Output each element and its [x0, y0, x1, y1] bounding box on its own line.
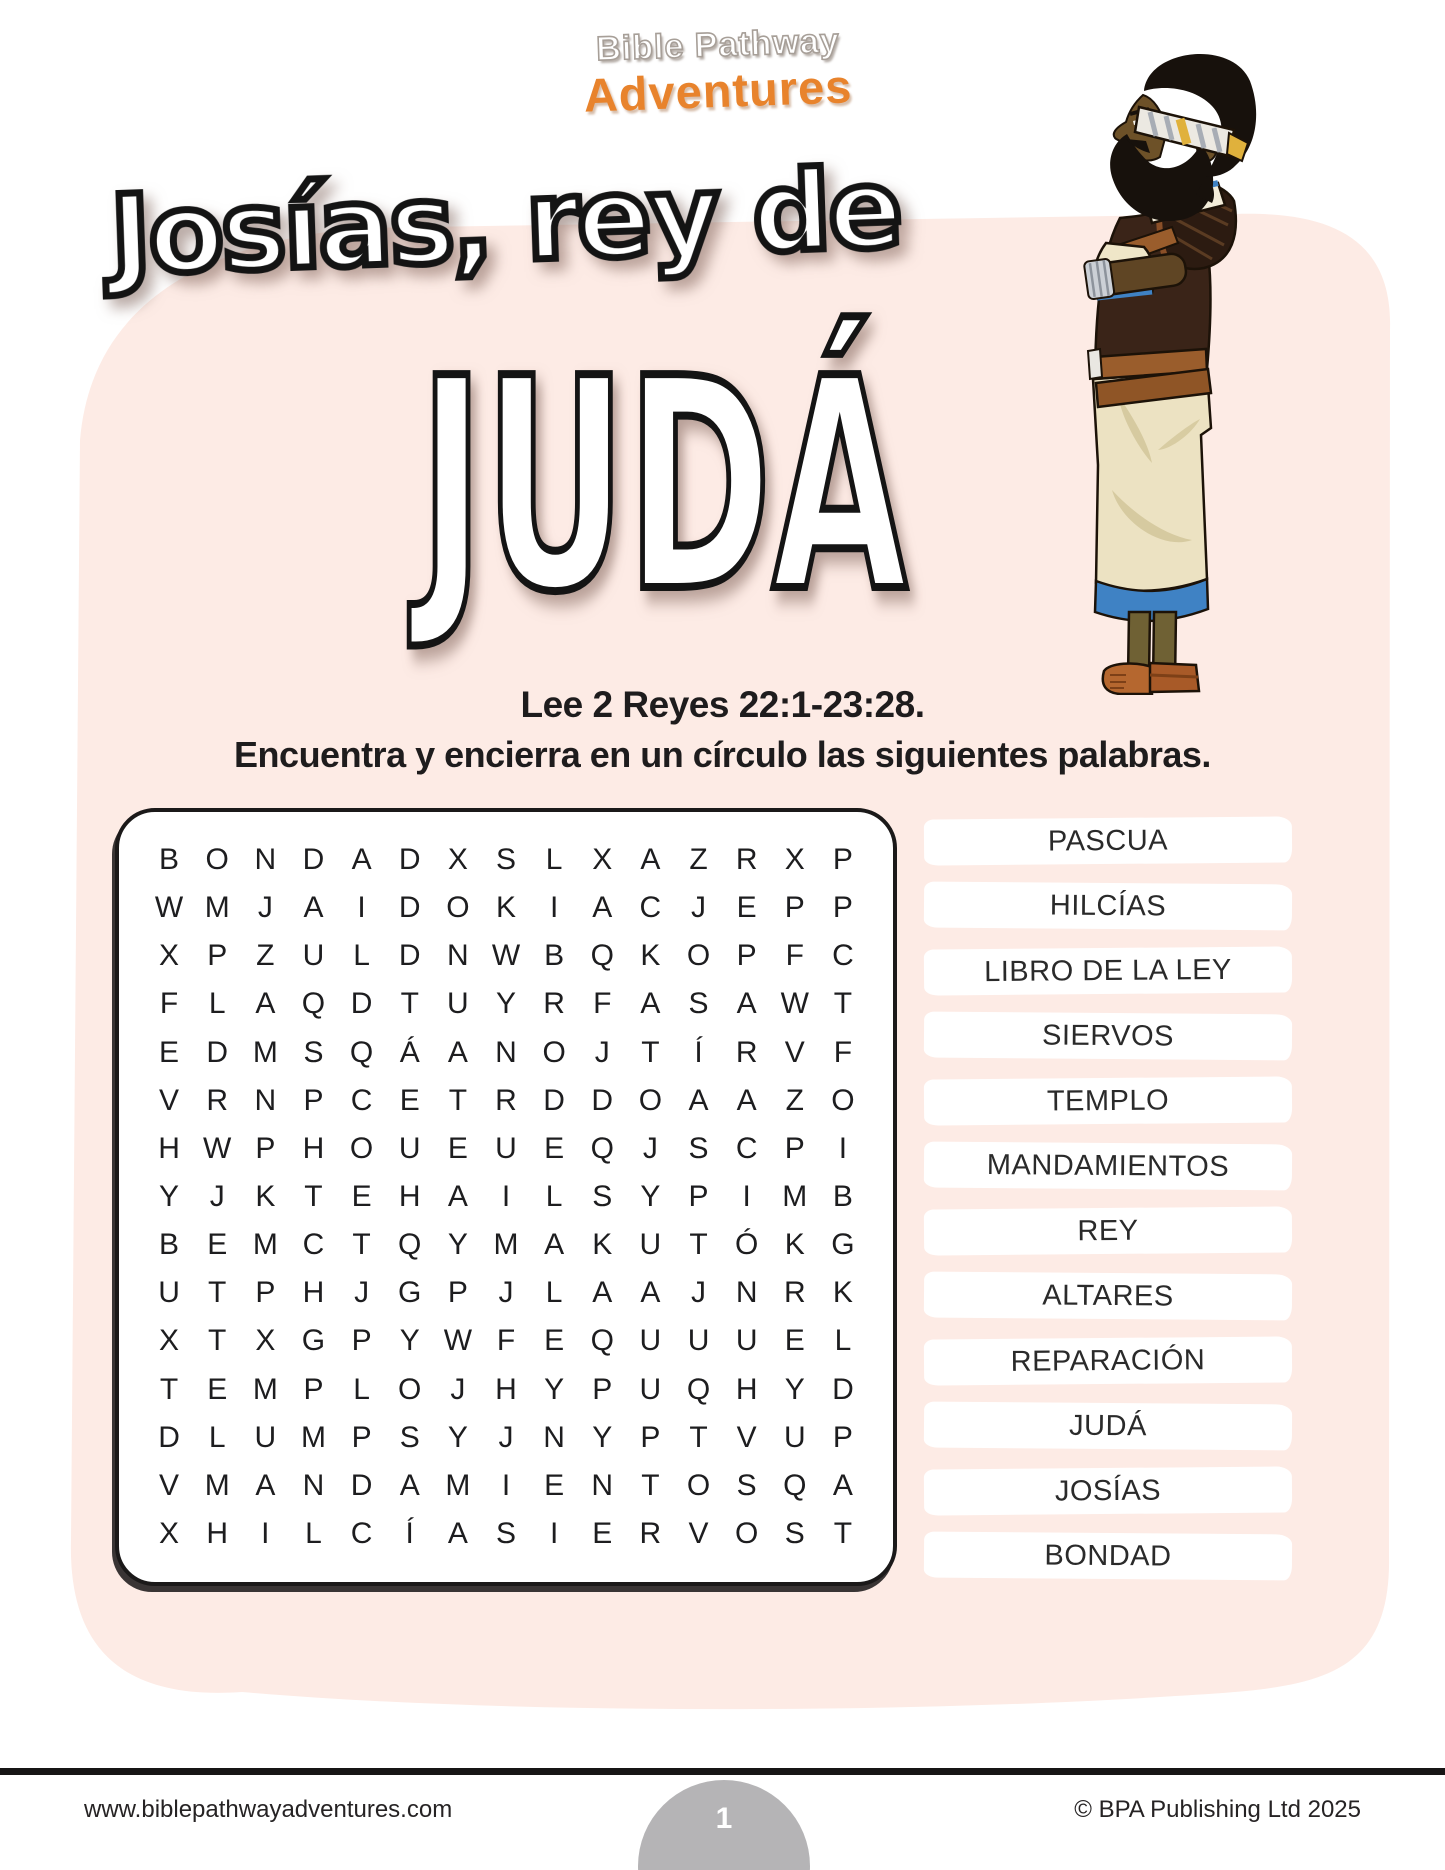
grid-letter: U — [495, 1131, 517, 1165]
grid-letter: X — [592, 843, 613, 877]
grid-letter: U — [639, 1228, 662, 1262]
grid-letter: W — [203, 1131, 232, 1165]
grid-letter: E — [351, 1179, 372, 1213]
grid-letter: P — [255, 1276, 276, 1310]
grid-letter: W — [443, 1324, 473, 1358]
footer-website-link[interactable]: www.biblepathwayadventures.com — [84, 1796, 453, 1823]
brand-logo — [498, 21, 938, 122]
grid-letter: L — [545, 1179, 563, 1213]
footer-divider — [0, 1768, 1445, 1775]
grid-letter: P — [832, 891, 853, 925]
grid-letter: U — [639, 1324, 662, 1358]
grid-letter: M — [782, 1179, 808, 1213]
grid-letter: D — [398, 891, 421, 925]
grid-letter: Q — [398, 1228, 422, 1262]
grid-letter: U — [735, 1324, 758, 1358]
grid-letter: A — [255, 987, 276, 1021]
grid-letter: I — [742, 1179, 751, 1213]
word-search-grid-box — [115, 808, 897, 1586]
grid-letter: O — [686, 939, 711, 973]
grid-letter: F — [593, 987, 612, 1021]
word-bank-item: BONDAD — [924, 1532, 1292, 1581]
grid-letter: N — [302, 1468, 325, 1502]
grid-letter: A — [736, 1083, 757, 1117]
grid-letter: Q — [783, 1468, 807, 1502]
grid-letter: V — [736, 1420, 757, 1454]
grid-letter: D — [832, 1372, 854, 1406]
grid-letter: A — [255, 1468, 276, 1502]
grid-letter: O — [734, 1516, 759, 1550]
grid-letter: Y — [447, 1420, 468, 1454]
grid-letter: R — [735, 1035, 758, 1069]
grid-letter: P — [784, 891, 805, 925]
grid-letter: G — [301, 1324, 326, 1358]
grid-letter: D — [350, 987, 373, 1021]
grid-letter: C — [735, 1131, 758, 1165]
grid-letter: E — [592, 1516, 613, 1550]
grid-letter: A — [640, 1276, 661, 1310]
grid-letter: Y — [447, 1228, 468, 1262]
grid-letter: A — [736, 987, 757, 1021]
grid-letter: M — [252, 1228, 278, 1262]
instructions — [0, 684, 1445, 776]
grid-letter: D — [398, 939, 421, 973]
grid-letter: N — [254, 843, 277, 877]
grid-letter: A — [447, 1179, 468, 1213]
grid-letter: M — [252, 1372, 278, 1406]
grid-letter: U — [639, 1372, 662, 1406]
grid-letter: H — [302, 1276, 325, 1310]
grid-letter: G — [831, 1228, 855, 1262]
king-josiah-illustration — [1000, 35, 1270, 695]
grid-letter: T — [641, 1468, 660, 1502]
grid-letter: F — [833, 1035, 853, 1069]
grid-letter: L — [305, 1516, 322, 1550]
grid-letter: J — [498, 1276, 514, 1310]
word-bank-item: JUDÁ — [924, 1402, 1292, 1451]
grid-letter: P — [784, 1131, 805, 1165]
grid-letter: P — [255, 1131, 276, 1165]
word-bank-item: PASCUA — [924, 816, 1292, 865]
grid-letter: A — [351, 843, 372, 877]
grid-letter: U — [447, 987, 469, 1021]
grid-letter: T — [833, 987, 853, 1021]
grid-letter: C — [302, 1228, 325, 1262]
grid-letter: V — [784, 1035, 805, 1069]
grid-letter: T — [641, 1035, 660, 1069]
grid-letter: T — [833, 1516, 853, 1550]
grid-letter: B — [159, 843, 180, 877]
grid-letter: D — [206, 1035, 229, 1069]
grid-letter: I — [838, 1131, 848, 1165]
word-bank-item: HILCÍAS — [924, 882, 1292, 931]
grid-letter: M — [204, 891, 230, 925]
grid-letter: J — [691, 891, 707, 925]
word-bank-item: LIBRO DE LA LEY — [924, 946, 1292, 995]
grid-letter: P — [207, 939, 228, 973]
grid-letter: A — [544, 1228, 565, 1262]
grid-letter: H — [398, 1179, 421, 1213]
grid-letter: O — [446, 891, 470, 925]
grid-letter: V — [159, 1468, 180, 1502]
grid-letter: Y — [640, 1179, 661, 1213]
grid-letter: Ó — [734, 1228, 759, 1262]
grid-letter: L — [834, 1324, 852, 1358]
grid-letter: C — [639, 891, 662, 925]
grid-letter: P — [640, 1420, 661, 1454]
grid-letter: T — [400, 987, 419, 1021]
grid-letter: F — [785, 939, 804, 973]
grid-letter: P — [736, 939, 757, 973]
grid-letter: D — [543, 1083, 565, 1117]
grid-letter: X — [255, 1324, 276, 1358]
grid-letter: E — [447, 1131, 468, 1165]
grid-letter: A — [832, 1468, 853, 1502]
grid-letter: W — [491, 939, 521, 973]
grid-letter: J — [209, 1179, 225, 1213]
grid-letter: T — [304, 1179, 323, 1213]
grid-letter: Y — [159, 1179, 180, 1213]
grid-letter: A — [640, 843, 661, 877]
grid-letter: I — [501, 1468, 511, 1502]
grid-letter: B — [159, 1228, 180, 1262]
grid-letter: E — [544, 1468, 565, 1502]
grid-letter: A — [303, 891, 324, 925]
grid-letter: H — [735, 1372, 758, 1406]
grid-letter: D — [350, 1468, 373, 1502]
grid-letter: I — [261, 1516, 270, 1550]
grid-letter: P — [303, 1083, 324, 1117]
grid-letter: H — [158, 1131, 180, 1165]
grid-letter: U — [687, 1324, 710, 1358]
grid-letter: R — [206, 1083, 229, 1117]
instruction-reference: Lee 2 Reyes 22:1-23:28. — [520, 684, 925, 725]
grid-letter: P — [351, 1420, 372, 1454]
grid-letter: X — [159, 1324, 180, 1358]
grid-letter: N — [495, 1035, 517, 1069]
grid-letter: G — [398, 1276, 422, 1310]
grid-letter: S — [592, 1179, 613, 1213]
grid-letter: J — [498, 1420, 514, 1454]
grid-letter: E — [399, 1083, 420, 1117]
grid-letter: E — [159, 1035, 180, 1069]
grid-letter: S — [736, 1468, 757, 1502]
grid-letter: Z — [689, 843, 708, 877]
grid-letter: P — [592, 1372, 613, 1406]
grid-letter: U — [302, 939, 325, 973]
grid-letter: M — [204, 1468, 230, 1502]
word-bank-item: TEMPLO — [924, 1076, 1292, 1125]
grid-letter: Q — [590, 1324, 614, 1358]
grid-letter: Í — [405, 1516, 414, 1550]
page-title: Josías, rey de — [108, 144, 902, 300]
grid-letter: T — [352, 1228, 371, 1262]
grid-letter: B — [832, 1179, 853, 1213]
grid-letter: W — [780, 987, 809, 1021]
grid-letter: A — [399, 1468, 420, 1502]
grid-letter: O — [686, 1468, 711, 1502]
grid-letter: P — [303, 1372, 324, 1406]
brand-logo-line1: Bible Pathway — [595, 21, 841, 69]
grid-letter: L — [208, 987, 226, 1021]
grid-letter: H — [302, 1131, 325, 1165]
grid-letter: E — [784, 1324, 805, 1358]
grid-letter: K — [255, 1179, 276, 1213]
grid-letter: F — [496, 1324, 516, 1358]
grid-letter: J — [354, 1276, 370, 1310]
grid-letter: T — [689, 1420, 708, 1454]
grid-letter: I — [501, 1179, 511, 1213]
grid-letter: Z — [256, 939, 275, 973]
grid-letter: R — [543, 987, 565, 1021]
grid-letter: R — [639, 1516, 662, 1550]
grid-letter: O — [831, 1083, 855, 1117]
grid-letter: S — [495, 843, 516, 877]
grid-letter: O — [349, 1131, 374, 1165]
grid-letter: X — [159, 939, 180, 973]
grid-letter: T — [208, 1276, 227, 1310]
word-bank-item: REY — [924, 1206, 1292, 1255]
grid-letter: O — [205, 843, 229, 877]
grid-letter: E — [544, 1131, 565, 1165]
word-bank-item: JOSÍAS — [924, 1466, 1292, 1515]
grid-letter: Á — [399, 1035, 420, 1069]
word-bank-item: SIERVOS — [924, 1012, 1292, 1061]
grid-letter: I — [549, 891, 559, 925]
grid-letter: K — [495, 891, 516, 925]
grid-letter: K — [592, 1228, 613, 1262]
grid-letter: W — [154, 891, 184, 925]
page-title-main: JUDÁ — [419, 316, 908, 656]
grid-letter: K — [640, 939, 661, 973]
grid-letter: L — [545, 1276, 563, 1310]
brand-logo-line2: Adventures — [582, 59, 854, 122]
grid-letter: P — [688, 1179, 709, 1213]
grid-letter: V — [159, 1083, 180, 1117]
grid-letter: K — [784, 1228, 805, 1262]
grid-letter: P — [832, 1420, 853, 1454]
grid-letter: P — [351, 1324, 372, 1358]
grid-letter: Y — [784, 1372, 805, 1406]
grid-letter: U — [783, 1420, 806, 1454]
grid-letter: K — [832, 1276, 853, 1310]
word-bank-item: MANDAMIENTOS — [924, 1142, 1292, 1191]
grid-letter: O — [542, 1035, 566, 1069]
grid-letter: N — [591, 1468, 614, 1502]
grid-letter: D — [158, 1420, 180, 1454]
grid-letter: E — [544, 1324, 565, 1358]
grid-letter: P — [447, 1276, 468, 1310]
grid-letter: T — [159, 1372, 179, 1406]
grid-letter: X — [159, 1516, 180, 1550]
grid-letter: U — [158, 1276, 180, 1310]
grid-letter: Q — [686, 1372, 711, 1406]
grid-letter: C — [350, 1516, 373, 1550]
word-bank — [924, 818, 1292, 1579]
grid-letter: Z — [785, 1083, 804, 1117]
instruction-task: Encuentra y encierra en un círculo las siguientes palabras. — [234, 734, 1211, 775]
grid-letter: Q — [590, 1131, 614, 1165]
footer-copyright: © BPA Publishing Ltd 2025 — [1074, 1796, 1361, 1823]
grid-letter: Q — [349, 1035, 374, 1069]
word-search-grid — [145, 836, 867, 1558]
grid-letter: J — [594, 1035, 610, 1069]
grid-letter: M — [252, 1035, 278, 1069]
grid-letter: L — [353, 939, 370, 973]
grid-letter: C — [350, 1083, 373, 1117]
grid-letter: A — [688, 1083, 709, 1117]
grid-letter: N — [543, 1420, 565, 1454]
grid-letter: A — [592, 1276, 613, 1310]
grid-letter: J — [450, 1372, 466, 1406]
grid-letter: J — [642, 1131, 658, 1165]
grid-letter: O — [398, 1372, 422, 1406]
word-bank-item: ALTARES — [924, 1272, 1292, 1321]
grid-letter: A — [447, 1516, 468, 1550]
grid-letter: S — [495, 1516, 516, 1550]
grid-letter: A — [640, 987, 661, 1021]
grid-letter: Y — [495, 987, 516, 1021]
grid-letter: E — [207, 1228, 228, 1262]
grid-letter: D — [398, 843, 421, 877]
grid-letter: Y — [399, 1324, 420, 1358]
grid-letter: F — [159, 987, 179, 1021]
grid-letter: D — [302, 843, 325, 877]
grid-letter: M — [445, 1468, 471, 1502]
grid-letter: Y — [592, 1420, 613, 1454]
grid-letter: B — [544, 939, 565, 973]
grid-letter: P — [832, 843, 853, 877]
grid-letter: N — [254, 1083, 277, 1117]
grid-letter: E — [736, 891, 757, 925]
grid-letter: T — [208, 1324, 227, 1358]
grid-letter: N — [447, 939, 469, 973]
grid-letter: S — [688, 987, 709, 1021]
grid-letter: L — [545, 843, 563, 877]
grid-letter: U — [398, 1131, 421, 1165]
grid-letter: O — [638, 1083, 663, 1117]
grid-letter: S — [303, 1035, 324, 1069]
grid-letter: L — [353, 1372, 370, 1406]
grid-letter: R — [495, 1083, 517, 1117]
grid-letter: Y — [544, 1372, 565, 1406]
grid-letter: Q — [590, 939, 614, 973]
grid-letter: A — [592, 891, 613, 925]
grid-letter: V — [688, 1516, 709, 1550]
grid-letter: M — [493, 1228, 519, 1262]
grid-letter: I — [549, 1516, 559, 1550]
grid-letter: S — [399, 1420, 420, 1454]
grid-letter: J — [257, 891, 273, 925]
grid-letter: H — [206, 1516, 229, 1550]
grid-letter: E — [207, 1372, 228, 1406]
grid-letter: Q — [301, 987, 326, 1021]
grid-letter: X — [447, 843, 468, 877]
grid-letter: Í — [694, 1035, 703, 1069]
grid-letter: U — [254, 1420, 277, 1454]
grid-letter: A — [447, 1035, 468, 1069]
grid-letter: N — [735, 1276, 758, 1310]
grid-letter: J — [691, 1276, 707, 1310]
grid-letter: T — [448, 1083, 468, 1117]
grid-letter: D — [591, 1083, 614, 1117]
grid-letter: S — [784, 1516, 805, 1550]
grid-letter: M — [300, 1420, 326, 1454]
grid-letter: X — [784, 843, 805, 877]
grid-letter: C — [832, 939, 854, 973]
grid-letter: I — [357, 891, 366, 925]
grid-letter: R — [783, 1276, 806, 1310]
grid-letter: L — [208, 1420, 226, 1454]
grid-letter: R — [735, 843, 758, 877]
page-number: 1 — [715, 1802, 733, 1835]
grid-letter: T — [689, 1228, 708, 1262]
word-bank-item: REPARACIÓN — [924, 1336, 1292, 1385]
grid-letter: S — [688, 1131, 709, 1165]
grid-letter: H — [495, 1372, 517, 1406]
